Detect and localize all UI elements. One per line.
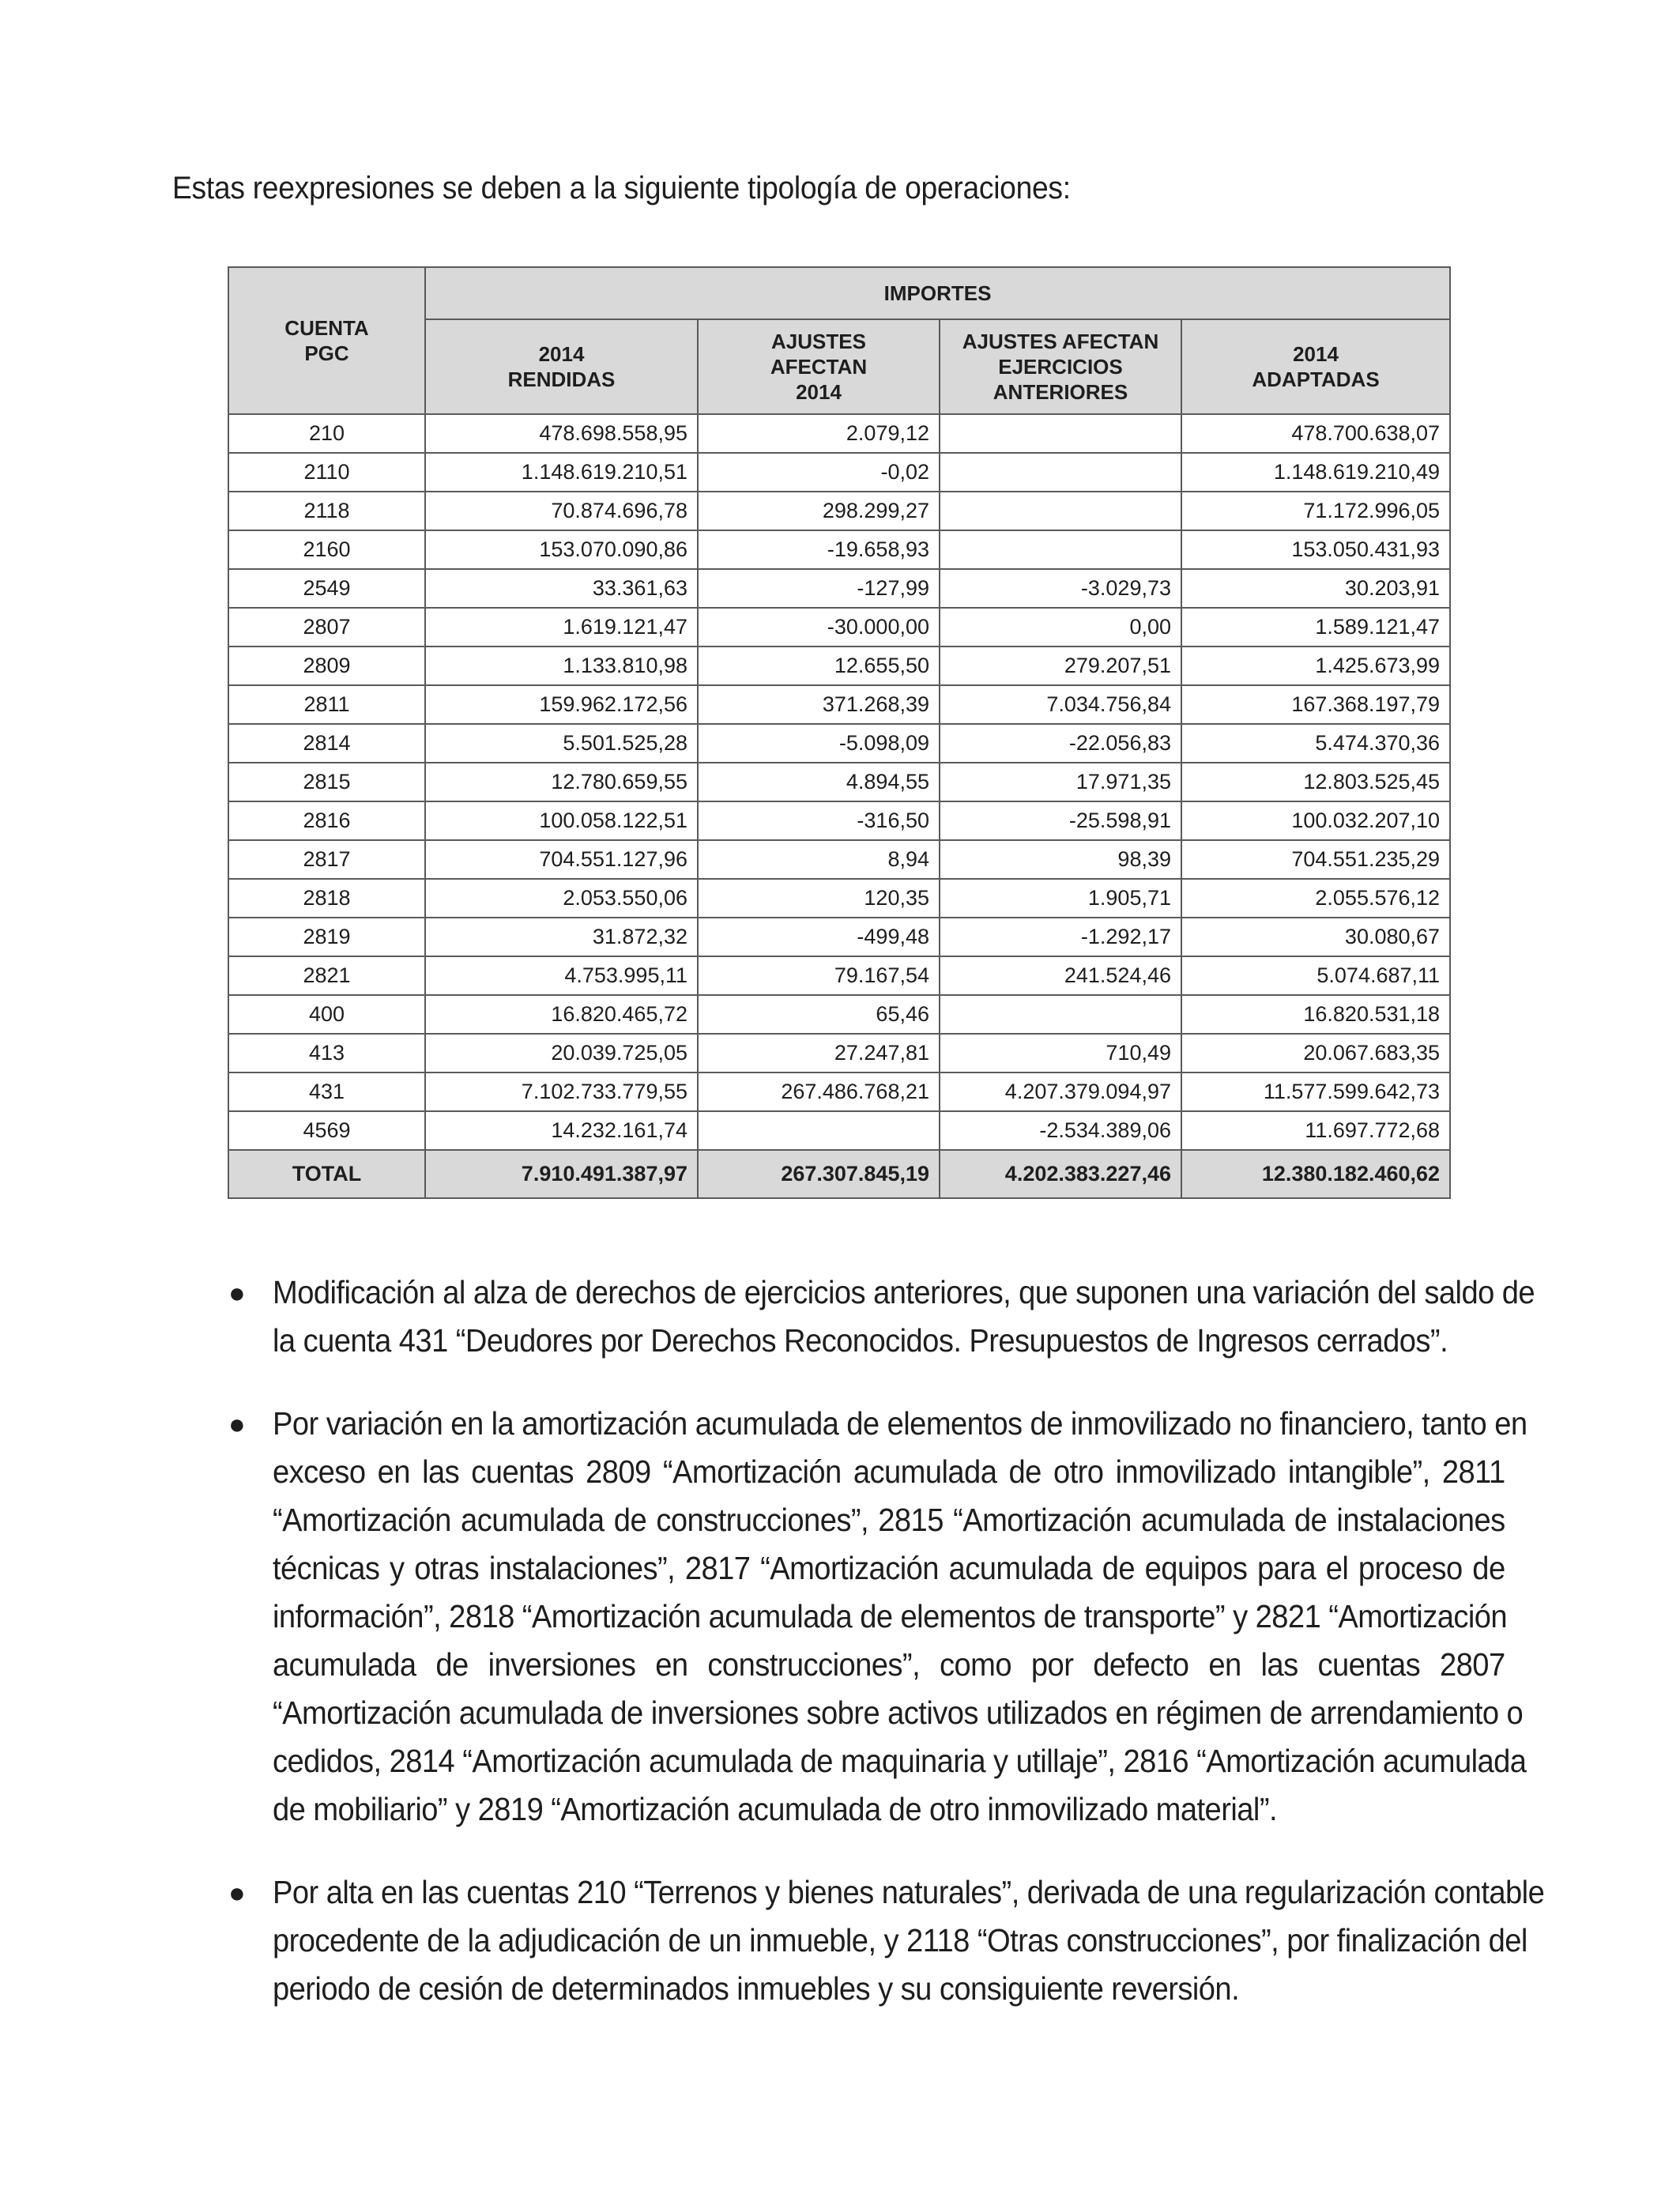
ajustes-2014-cell: 267.486.768,21 — [698, 1072, 940, 1111]
table-row — [228, 840, 1450, 879]
ajustes-anteriores-cell: 279.207,51 — [940, 647, 1181, 685]
ajustes-2014-cell: 120,35 — [698, 879, 940, 918]
table-row — [228, 414, 1450, 453]
bullet-dot-icon: ● — [228, 1408, 246, 1440]
table-row — [228, 530, 1450, 569]
header-col4-line1: 2014 — [1293, 342, 1339, 366]
ajustes-anteriores-cell: -2.534.389,06 — [940, 1111, 1181, 1150]
header-col1-line1: 2014 — [538, 342, 585, 366]
cuenta-cell: 2118 — [228, 492, 425, 530]
ajustes-anteriores-cell: 710,49 — [940, 1034, 1181, 1072]
cuenta-cell: 2816 — [228, 801, 425, 840]
ajustes-2014-cell: -5.098,09 — [698, 724, 940, 763]
bullet-line: Modificación al alza de derechos de ejercicios anteriores, que suponen una variación del saldo de — [273, 1274, 1535, 1310]
cuenta-cell: 2110 — [228, 453, 425, 492]
bullet-item — [228, 1400, 1527, 1834]
adaptadas-cell: 704.551.235,29 — [1181, 840, 1450, 879]
bullet-list — [228, 1269, 1545, 2048]
rendidas-cell: 31.872,32 — [425, 918, 698, 956]
adaptadas-cell: 11.697.772,68 — [1181, 1111, 1450, 1150]
ajustes-2014-cell: 4.894,55 — [698, 763, 940, 801]
header-2014-adaptadas — [1181, 319, 1450, 414]
bullet-line: de mobiliario” y 2819 “Amortización acumulada de otro inmovilizado material”. — [273, 1791, 1278, 1827]
rendidas-cell: 1.133.810,98 — [425, 647, 698, 685]
total-row — [228, 1150, 1450, 1198]
rendidas-cell: 478.698.558,95 — [425, 414, 698, 453]
table-row — [228, 1034, 1450, 1072]
adaptadas-cell: 167.368.197,79 — [1181, 685, 1450, 724]
ajustes-2014-cell — [698, 1111, 940, 1150]
rendidas-cell: 159.962.172,56 — [425, 685, 698, 724]
ajustes-2014-cell: -127,99 — [698, 569, 940, 608]
adaptadas-cell: 16.820.531,18 — [1181, 995, 1450, 1034]
total-ajustes-2014-cell: 267.307.845,19 — [698, 1150, 940, 1198]
adaptadas-cell: 5.074.687,11 — [1181, 956, 1450, 995]
cuenta-cell: 431 — [228, 1072, 425, 1111]
bullet-line: periodo de cesión de determinados inmuebles y su consiguiente reversión. — [273, 1970, 1240, 2007]
intro-paragraph: Estas reexpresiones se deben a la siguiente tipología de operaciones: — [172, 171, 1071, 205]
cuenta-cell: 4569 — [228, 1111, 425, 1150]
rendidas-cell: 7.102.733.779,55 — [425, 1072, 698, 1111]
ajustes-anteriores-cell — [940, 995, 1181, 1034]
rendidas-cell: 14.232.161,74 — [425, 1111, 698, 1150]
table-row — [228, 918, 1450, 956]
header-ajustes-ejercicios-anteriores — [940, 319, 1181, 414]
adaptadas-cell: 478.700.638,07 — [1181, 414, 1450, 453]
cuenta-cell: 2814 — [228, 724, 425, 763]
cuenta-cell: 2811 — [228, 685, 425, 724]
ajustes-anteriores-cell — [940, 414, 1181, 453]
adaptadas-cell: 1.148.619.210,49 — [1181, 453, 1450, 492]
adaptadas-cell: 71.172.996,05 — [1181, 492, 1450, 530]
adaptadas-cell: 100.032.207,10 — [1181, 801, 1450, 840]
bullet-line: “Amortización acumulada de inversiones sobre activos utilizados en régimen de arrendamiento o — [273, 1695, 1524, 1731]
cuenta-cell: 400 — [228, 995, 425, 1034]
header-col3-line2: EJERCICIOS — [998, 355, 1123, 379]
rendidas-cell: 12.780.659,55 — [425, 763, 698, 801]
cuenta-cell: 2818 — [228, 879, 425, 918]
header-col2-line1: AJUSTES — [771, 330, 866, 353]
rendidas-cell: 5.501.525,28 — [425, 724, 698, 763]
table-row — [228, 685, 1450, 724]
ajustes-anteriores-cell — [940, 453, 1181, 492]
adaptadas-cell: 153.050.431,93 — [1181, 530, 1450, 569]
ajustes-anteriores-cell: 98,39 — [940, 840, 1181, 879]
ajustes-2014-cell: 12.655,50 — [698, 647, 940, 685]
ajustes-anteriores-cell: 17.971,35 — [940, 763, 1181, 801]
table-row — [228, 608, 1450, 647]
table-row — [228, 1072, 1450, 1111]
bullet-line: “Amortización acumulada de construcciones”, 2815 “Amortización acumulada de instalaciones — [273, 1502, 1505, 1538]
header-importes: IMPORTES — [425, 267, 1450, 319]
adaptadas-cell: 1.425.673,99 — [1181, 647, 1450, 685]
cuenta-cell: 413 — [228, 1034, 425, 1072]
total-ajustes-anteriores-cell: 4.202.383.227,46 — [940, 1150, 1181, 1198]
cuenta-cell: 2815 — [228, 763, 425, 801]
header-col4-line2: ADAPTADAS — [1252, 368, 1380, 391]
bullet-line: Por variación en la amortización acumulada de elementos de inmovilizado no financiero, tanto en — [273, 1405, 1527, 1442]
adaptadas-cell: 30.203,91 — [1181, 569, 1450, 608]
ajustes-anteriores-cell — [940, 492, 1181, 530]
bullet-dot-icon: ● — [228, 1276, 246, 1309]
bullet-line: información”, 2818 “Amortización acumulada de elementos de transporte” y 2821 “Amortización — [273, 1598, 1508, 1634]
table-row — [228, 647, 1450, 685]
header-col2-line2: AFECTAN — [770, 355, 868, 379]
ajustes-2014-cell: 2.079,12 — [698, 414, 940, 453]
total-adaptadas-cell: 12.380.182.460,62 — [1181, 1150, 1450, 1198]
adaptadas-cell: 2.055.576,12 — [1181, 879, 1450, 918]
rendidas-cell: 704.551.127,96 — [425, 840, 698, 879]
cuenta-cell: 2160 — [228, 530, 425, 569]
ajustes-2014-cell: 298.299,27 — [698, 492, 940, 530]
rendidas-cell: 16.820.465,72 — [425, 995, 698, 1034]
rendidas-cell: 1.619.121,47 — [425, 608, 698, 647]
bullet-line: acumulada de inversiones en construcciones”, como por defecto en las cuentas 2807 — [273, 1646, 1505, 1683]
ajustes-anteriores-cell: 7.034.756,84 — [940, 685, 1181, 724]
ajustes-2014-cell: 79.167,54 — [698, 956, 940, 995]
cuenta-cell: 2821 — [228, 956, 425, 995]
bullet-dot-icon: ● — [228, 1876, 246, 1909]
ajustes-2014-cell: 27.247,81 — [698, 1034, 940, 1072]
bullet-line: Por alta en las cuentas 210 “Terrenos y bienes naturales”, derivada de una regularización contable — [273, 1874, 1545, 1910]
bullet-line: procedente de la adjudicación de un inmueble, y 2118 “Otras construcciones”, por finalización del — [273, 1922, 1527, 1958]
ajustes-anteriores-cell: -25.598,91 — [940, 801, 1181, 840]
ajustes-anteriores-cell — [940, 530, 1181, 569]
header-cuenta-line1: CUENTA — [284, 316, 369, 340]
table-row — [228, 569, 1450, 608]
ajustes-2014-cell: -316,50 — [698, 801, 940, 840]
header-2014-rendidas — [425, 319, 698, 414]
adaptadas-cell: 20.067.683,35 — [1181, 1034, 1450, 1072]
table-row — [228, 801, 1450, 840]
header-col2-line3: 2014 — [796, 380, 842, 404]
rendidas-cell: 2.053.550,06 — [425, 879, 698, 918]
header-ajustes-afectan-2014 — [698, 319, 940, 414]
bullet-item — [228, 1868, 1545, 2013]
reexpression-table — [228, 266, 1451, 1199]
rendidas-cell: 20.039.725,05 — [425, 1034, 698, 1072]
bullet-line: cedidos, 2814 “Amortización acumulada de maquinaria y utillaje”, 2816 “Amortización acumulada — [273, 1743, 1527, 1779]
ajustes-2014-cell: -30.000,00 — [698, 608, 940, 647]
ajustes-2014-cell: 8,94 — [698, 840, 940, 879]
header-cuenta-pgc — [228, 267, 425, 414]
rendidas-cell: 153.070.090,86 — [425, 530, 698, 569]
total-rendidas-cell: 7.910.491.387,97 — [425, 1150, 698, 1198]
rendidas-cell: 33.361,63 — [425, 569, 698, 608]
rendidas-cell: 4.753.995,11 — [425, 956, 698, 995]
bullet-line: la cuenta 431 “Deudores por Derechos Reconocidos. Presupuestos de Ingresos cerrados”. — [273, 1322, 1448, 1359]
ajustes-anteriores-cell: 1.905,71 — [940, 879, 1181, 918]
cuenta-cell: 2819 — [228, 918, 425, 956]
adaptadas-cell: 1.589.121,47 — [1181, 608, 1450, 647]
bullet-line: exceso en las cuentas 2809 “Amortización acumulada de otro inmovilizado intangible”, 2811 — [273, 1453, 1505, 1490]
ajustes-2014-cell: -19.658,93 — [698, 530, 940, 569]
ajustes-anteriores-cell: 241.524,46 — [940, 956, 1181, 995]
table-body — [228, 414, 1450, 1198]
bullet-line: técnicas y otras instalaciones”, 2817 “Amortización acumulada de equipos para el proceso de — [273, 1550, 1505, 1586]
rendidas-cell: 1.148.619.210,51 — [425, 453, 698, 492]
cuenta-cell: 2549 — [228, 569, 425, 608]
table-row — [228, 763, 1450, 801]
header-col3-line3: ANTERIORES — [993, 380, 1128, 404]
table-row — [228, 879, 1450, 918]
cuenta-cell: 2817 — [228, 840, 425, 879]
ajustes-anteriores-cell: -3.029,73 — [940, 569, 1181, 608]
ajustes-anteriores-cell: -1.292,17 — [940, 918, 1181, 956]
ajustes-2014-cell: -0,02 — [698, 453, 940, 492]
bullet-item — [228, 1269, 1535, 1365]
cuenta-cell: 210 — [228, 414, 425, 453]
ajustes-anteriores-cell: 0,00 — [940, 608, 1181, 647]
cuenta-cell: 2807 — [228, 608, 425, 647]
ajustes-2014-cell: 65,46 — [698, 995, 940, 1034]
table-row — [228, 995, 1450, 1034]
total-label: TOTAL — [228, 1150, 425, 1198]
rendidas-cell: 100.058.122,51 — [425, 801, 698, 840]
ajustes-anteriores-cell: 4.207.379.094,97 — [940, 1072, 1181, 1111]
cuenta-cell: 2809 — [228, 647, 425, 685]
header-cuenta-line2: PGC — [304, 341, 349, 365]
table-row — [228, 724, 1450, 763]
ajustes-2014-cell: -499,48 — [698, 918, 940, 956]
ajustes-anteriores-cell: -22.056,83 — [940, 724, 1181, 763]
table-row — [228, 956, 1450, 995]
table-row — [228, 453, 1450, 492]
table-row — [228, 492, 1450, 530]
header-col1-line2: RENDIDAS — [507, 368, 616, 391]
adaptadas-cell: 30.080,67 — [1181, 918, 1450, 956]
ajustes-2014-cell: 371.268,39 — [698, 685, 940, 724]
adaptadas-cell: 11.577.599.642,73 — [1181, 1072, 1450, 1111]
table-row — [228, 1111, 1450, 1150]
rendidas-cell: 70.874.696,78 — [425, 492, 698, 530]
adaptadas-cell: 5.474.370,36 — [1181, 724, 1450, 763]
adaptadas-cell: 12.803.525,45 — [1181, 763, 1450, 801]
header-col3-line1: AJUSTES AFECTAN — [962, 330, 1159, 353]
